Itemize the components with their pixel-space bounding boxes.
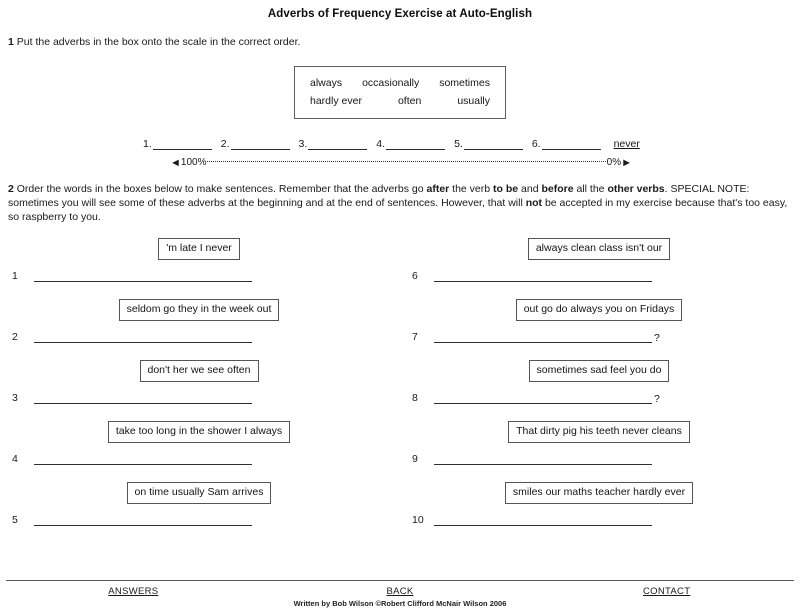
scrambled-words-row <box>412 238 800 260</box>
sentence-exercise-columns <box>0 238 800 543</box>
instruction-text-run: Order the words in the boxes below to make sentences. Remember that the adverbs go <box>16 183 427 195</box>
scrambled-words-box: on time usually Sam arrives <box>127 482 272 504</box>
word-bank-word: occasionally <box>362 77 420 89</box>
instruction-text-run: . SPECIAL NOTE: sometimes you will see some of these adverbs at the beginning and at the end of sentences. However, that will <box>8 183 750 209</box>
footer-link-back-label: BACK <box>386 586 414 597</box>
scrambled-words-box: don't her we see often <box>140 360 259 382</box>
scrambled-words-row <box>412 299 800 321</box>
scrambled-words-row <box>12 299 400 321</box>
left-arrow-icon: ◄ <box>170 156 181 169</box>
answer-input-line[interactable] <box>434 453 652 465</box>
answer-row <box>12 270 400 282</box>
footer-link-contact[interactable] <box>533 586 800 597</box>
page-footer <box>0 580 800 608</box>
footer-link-answers-label: ANSWERS <box>108 586 159 597</box>
scale-blank-input[interactable] <box>153 138 212 150</box>
sentence-question-block <box>12 421 400 465</box>
instruction-emphasis: to be <box>493 183 519 195</box>
exercise-1-instruction <box>0 35 800 49</box>
answer-row <box>412 270 800 282</box>
answer-row <box>12 453 400 465</box>
footer-links <box>0 586 800 597</box>
word-bank-container <box>0 66 800 119</box>
instruction-emphasis: not <box>525 197 543 209</box>
scale-blank-input[interactable] <box>231 138 290 150</box>
scrambled-words-row <box>12 421 400 443</box>
word-bank-word: often <box>397 95 422 107</box>
answer-row <box>12 331 400 343</box>
scale-right-percent: 0% <box>606 157 622 168</box>
scrambled-words-box: sometimes sad feel you do <box>529 360 670 382</box>
instruction-text-run: the verb <box>449 183 494 195</box>
word-bank-box <box>294 66 506 119</box>
scrambled-words-box: always clean class isn't our <box>528 238 670 260</box>
answer-row <box>12 392 400 404</box>
scale-slot-4 <box>376 138 445 150</box>
scrambled-words-box: seldom go they in the week out <box>119 299 280 321</box>
answer-end-mark: ? <box>654 393 660 405</box>
scrambled-words-row <box>12 238 400 260</box>
scale-slot-number: 2. <box>220 138 230 150</box>
answer-input-line[interactable] <box>34 392 252 404</box>
scrambled-words-box: out go do always you on Fridays <box>516 299 683 321</box>
sentence-question-block <box>12 482 400 526</box>
footer-link-back[interactable] <box>267 586 534 597</box>
word-bank-row-2 <box>309 92 491 110</box>
scale-dotted-line <box>207 160 605 162</box>
word-bank-word: usually <box>457 95 490 107</box>
question-number: 10 <box>412 514 424 526</box>
scale-percent-row <box>170 157 632 168</box>
instruction-text-run: all the <box>573 183 608 195</box>
exercise-1-number: 1 <box>8 36 14 48</box>
right-arrow-icon: ► <box>621 156 632 169</box>
instruction-emphasis: after <box>426 183 450 195</box>
question-number: 2 <box>12 331 18 343</box>
scale-slot-6 <box>532 138 601 150</box>
answer-input-line[interactable] <box>434 331 652 343</box>
instruction-emphasis: before <box>541 183 574 195</box>
scale-slots-row <box>143 138 800 150</box>
word-bank-word: sometimes <box>439 77 490 89</box>
scale-left-percent: 100% <box>180 157 207 168</box>
instruction-text-run: and <box>518 183 542 195</box>
exercise-1-instruction-text: Put the adverbs in the box onto the scale in the correct order. <box>16 36 301 48</box>
scale-slot-number: 4. <box>376 138 386 150</box>
answer-row <box>412 453 800 465</box>
question-number: 5 <box>12 514 18 526</box>
scale-end-label: never <box>613 138 640 150</box>
scrambled-words-box: take too long in the shower I always <box>108 421 290 443</box>
question-number: 3 <box>12 392 18 404</box>
scale-slot-5 <box>454 138 523 150</box>
sentence-question-block <box>12 360 400 404</box>
answer-end-mark: ? <box>654 332 660 344</box>
scrambled-words-row <box>12 482 400 504</box>
sentence-question-block <box>412 482 800 526</box>
word-bank-row-1 <box>309 74 491 92</box>
sentence-column-left <box>0 238 400 543</box>
sentence-question-block <box>412 421 800 465</box>
sentence-question-block <box>12 238 400 282</box>
instruction-emphasis: other verbs <box>607 183 665 195</box>
scale-slot-1 <box>143 138 212 150</box>
instruction-text-run: be accepted in my exercise because that's too easy, so raspberry to you. <box>8 197 788 223</box>
question-number: 1 <box>12 270 18 282</box>
scale-slot-number: 1. <box>143 138 152 150</box>
word-bank-word: always <box>310 77 343 89</box>
sentence-question-block <box>412 299 800 343</box>
answer-input-line[interactable] <box>434 392 652 404</box>
question-number: 7 <box>412 331 418 343</box>
footer-link-contact-label: CONTACT <box>643 586 691 597</box>
scale-slot-number: 3. <box>298 138 308 150</box>
question-number: 9 <box>412 453 418 465</box>
answer-input-line[interactable] <box>434 270 652 282</box>
scale-blank-input[interactable] <box>386 138 445 150</box>
scrambled-words-row <box>12 360 400 382</box>
scale-blank-input[interactable] <box>464 138 523 150</box>
exercise-2-instruction-text <box>8 183 787 223</box>
scale-blank-input[interactable] <box>308 138 367 150</box>
question-number: 4 <box>12 453 18 465</box>
word-bank-word: hardly ever <box>310 95 362 107</box>
scrambled-words-row <box>412 482 800 504</box>
answer-row <box>412 514 800 526</box>
scale-blank-input[interactable] <box>542 138 601 150</box>
sentence-question-block <box>12 299 400 343</box>
answer-input-line[interactable] <box>434 514 652 526</box>
scrambled-words-box: smiles our maths teacher hardly ever <box>505 482 693 504</box>
answer-input-line[interactable] <box>34 514 252 526</box>
answer-row <box>12 514 400 526</box>
exercise-2-instruction <box>0 182 800 224</box>
copyright-notice: Written by Bob Wilson ©Robert Clifford McNair Wilson 2006 <box>293 599 507 608</box>
scrambled-words-box: 'm late I never <box>158 238 240 260</box>
sentence-column-right <box>400 238 800 543</box>
scrambled-words-box: That dirty pig his teeth never cleans <box>508 421 690 443</box>
question-number: 6 <box>412 270 418 282</box>
scrambled-words-row <box>412 360 800 382</box>
scrambled-words-row <box>412 421 800 443</box>
answer-row <box>412 331 800 343</box>
scale-slot-number: 6. <box>531 138 541 150</box>
answer-input-line[interactable] <box>34 270 252 282</box>
scale-slot-2 <box>221 138 290 150</box>
answer-row <box>412 392 800 404</box>
question-number: 8 <box>412 392 418 404</box>
exercise-2-number: 2 <box>8 183 14 195</box>
page-title: Adverbs of Frequency Exercise at Auto-English <box>267 8 533 20</box>
scale-slot-3 <box>299 138 368 150</box>
footer-divider <box>6 580 794 581</box>
answer-input-line[interactable] <box>34 453 252 465</box>
footer-link-answers[interactable] <box>0 586 267 597</box>
scale-slot-number: 5. <box>454 138 463 150</box>
frequency-scale <box>0 138 800 168</box>
sentence-question-block <box>412 238 800 282</box>
sentence-question-block <box>412 360 800 404</box>
answer-input-line[interactable] <box>34 331 252 343</box>
